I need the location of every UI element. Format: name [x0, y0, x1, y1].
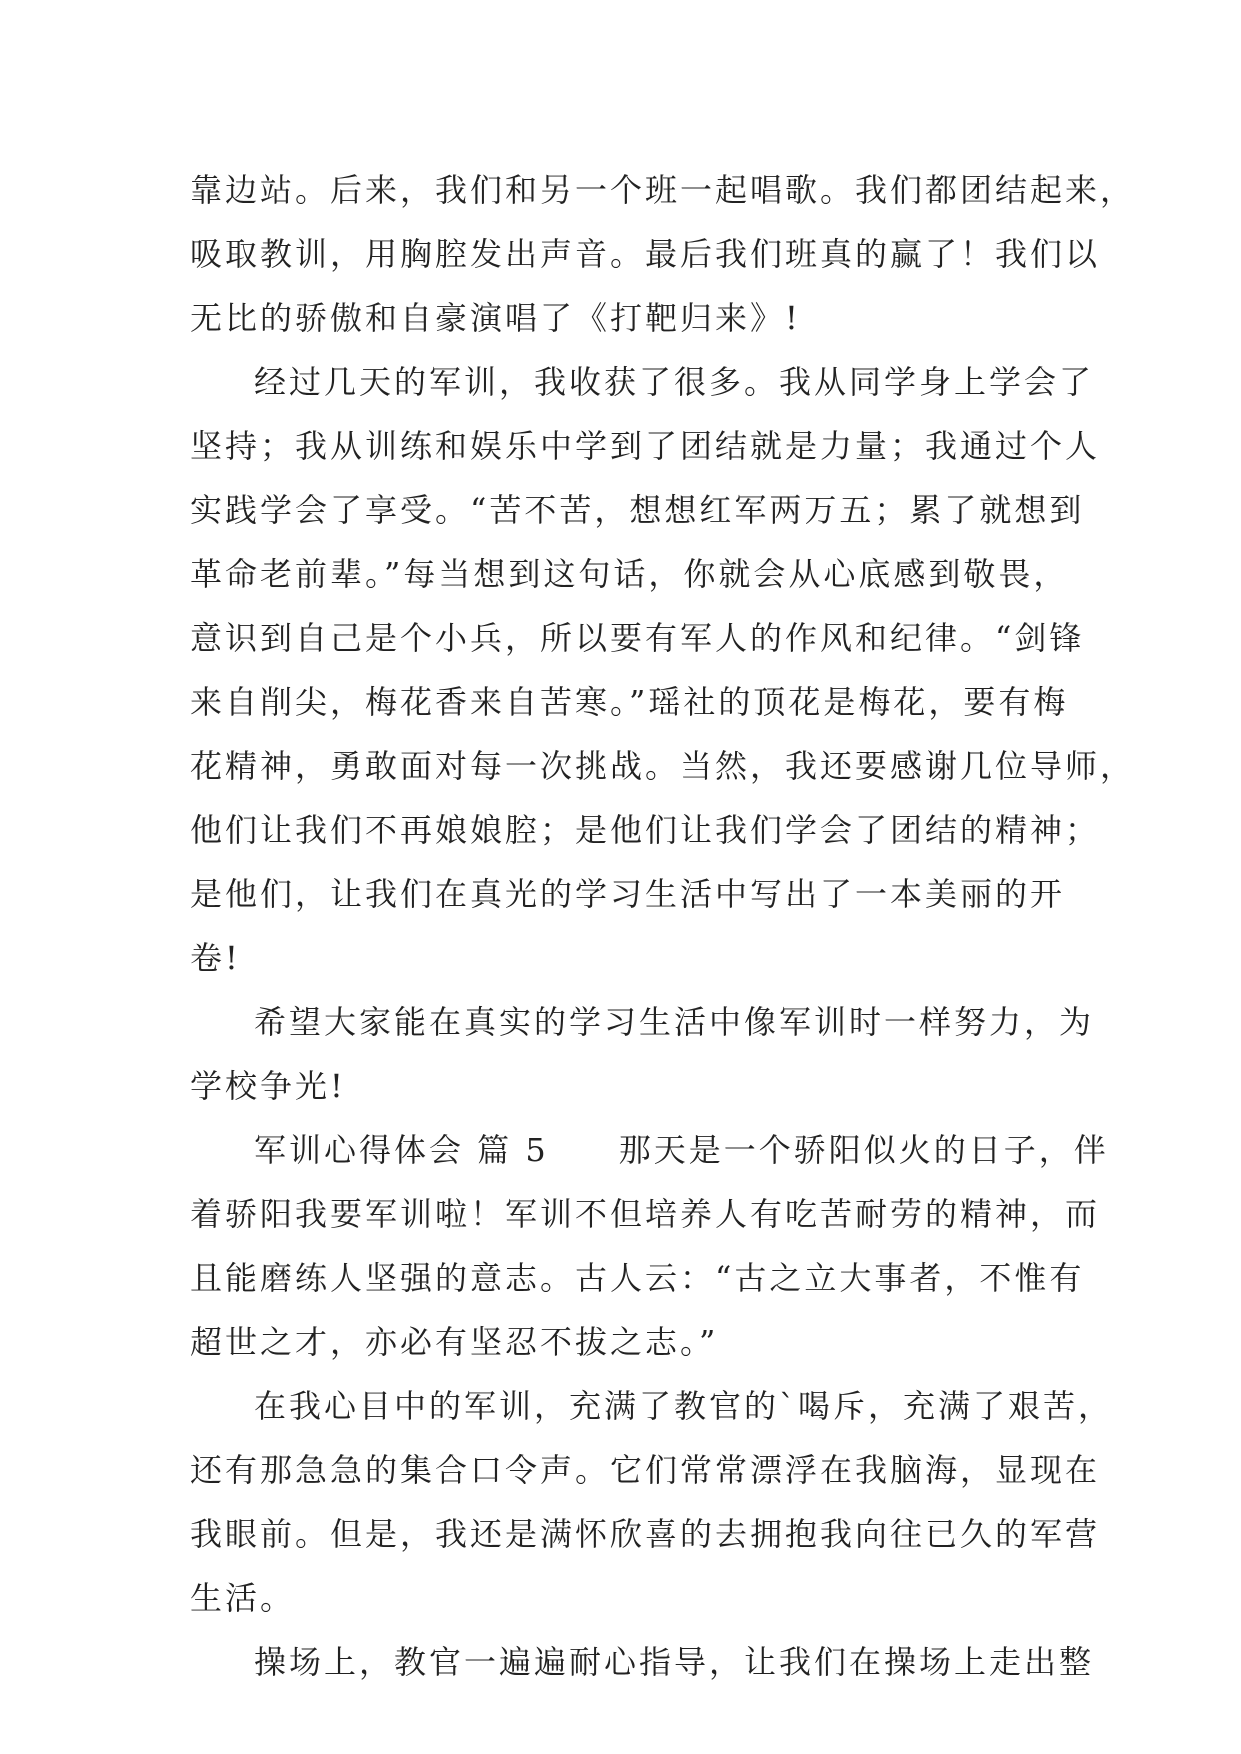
text-line: 革命老前辈。”每当想到这句话，你就会从心底感到敬畏，: [190, 555, 1069, 593]
text-line: 卷!: [190, 939, 241, 977]
text-line: 我眼前。但是，我还是满怀欣喜的去拥抱我向往已久的军营: [190, 1515, 1101, 1553]
text-line: 无比的骄傲和自豪演唱了《打靶归来》!: [190, 299, 801, 337]
text-line: 坚持；我从训练和娱乐中学到了团结就是力量；我通过个人: [190, 427, 1101, 465]
text-line: 意识到自己是个小兵，所以要有军人的作风和纪律。“剑锋: [190, 619, 1085, 657]
text-line: 超世之才，亦必有坚忍不拔之志。”: [190, 1323, 719, 1361]
paragraph-first-line: 希望大家能在真实的学习生活中像军训时一样努力，为: [254, 1003, 1095, 1041]
text-line: 生活。: [190, 1579, 296, 1617]
text-line: 他们让我们不再娘娘腔；是他们让我们学会了团结的精神；: [190, 811, 1101, 849]
paragraph-first-line: 操场上，教官一遍遍耐心指导，让我们在操场上走出整: [254, 1643, 1095, 1681]
text-line: 来自削尖，梅花香来自苦寒。”瑶社的顶花是梅花，要有梅: [190, 683, 1069, 721]
text-line: 且能磨练人坚强的意志。古人云：“古之立大事者，不惟有: [190, 1259, 1085, 1297]
text-line: 吸取教训，用胸腔发出声音。最后我们班真的赢了！我们以: [190, 235, 1101, 273]
text-line: 学校争光!: [190, 1067, 346, 1105]
text-line: 靠边站。后来，我们和另一个班一起唱歌。我们都团结起来，: [190, 171, 1136, 209]
text-line: 实践学会了享受。“苦不苦，想想红军两万五；累了就想到: [190, 491, 1085, 529]
text-line: 着骄阳我要军训啦！军训不但培养人有吃苦耐劳的精神，而: [190, 1195, 1101, 1233]
text-line: 还有那急急的集合口令声。它们常常漂浮在我脑海，显现在: [190, 1451, 1101, 1489]
text-line: 花精神，勇敢面对每一次挑战。当然，我还要感谢几位导师，: [190, 747, 1136, 785]
text-line: 是他们，让我们在真光的学习生活中写出了一本美丽的开: [190, 875, 1066, 913]
paragraph-first-line: 在我心目中的军训，充满了教官的`喝斥，充满了艰苦，: [254, 1387, 1114, 1425]
paragraph-first-line: 经过几天的军训，我收获了很多。我从同学身上学会了: [254, 363, 1095, 401]
document-body: [190, 158, 1136, 1694]
section-heading-line: 军训心得体会 篇 5 那天是一个骄阳似火的日子，伴: [254, 1131, 1109, 1169]
